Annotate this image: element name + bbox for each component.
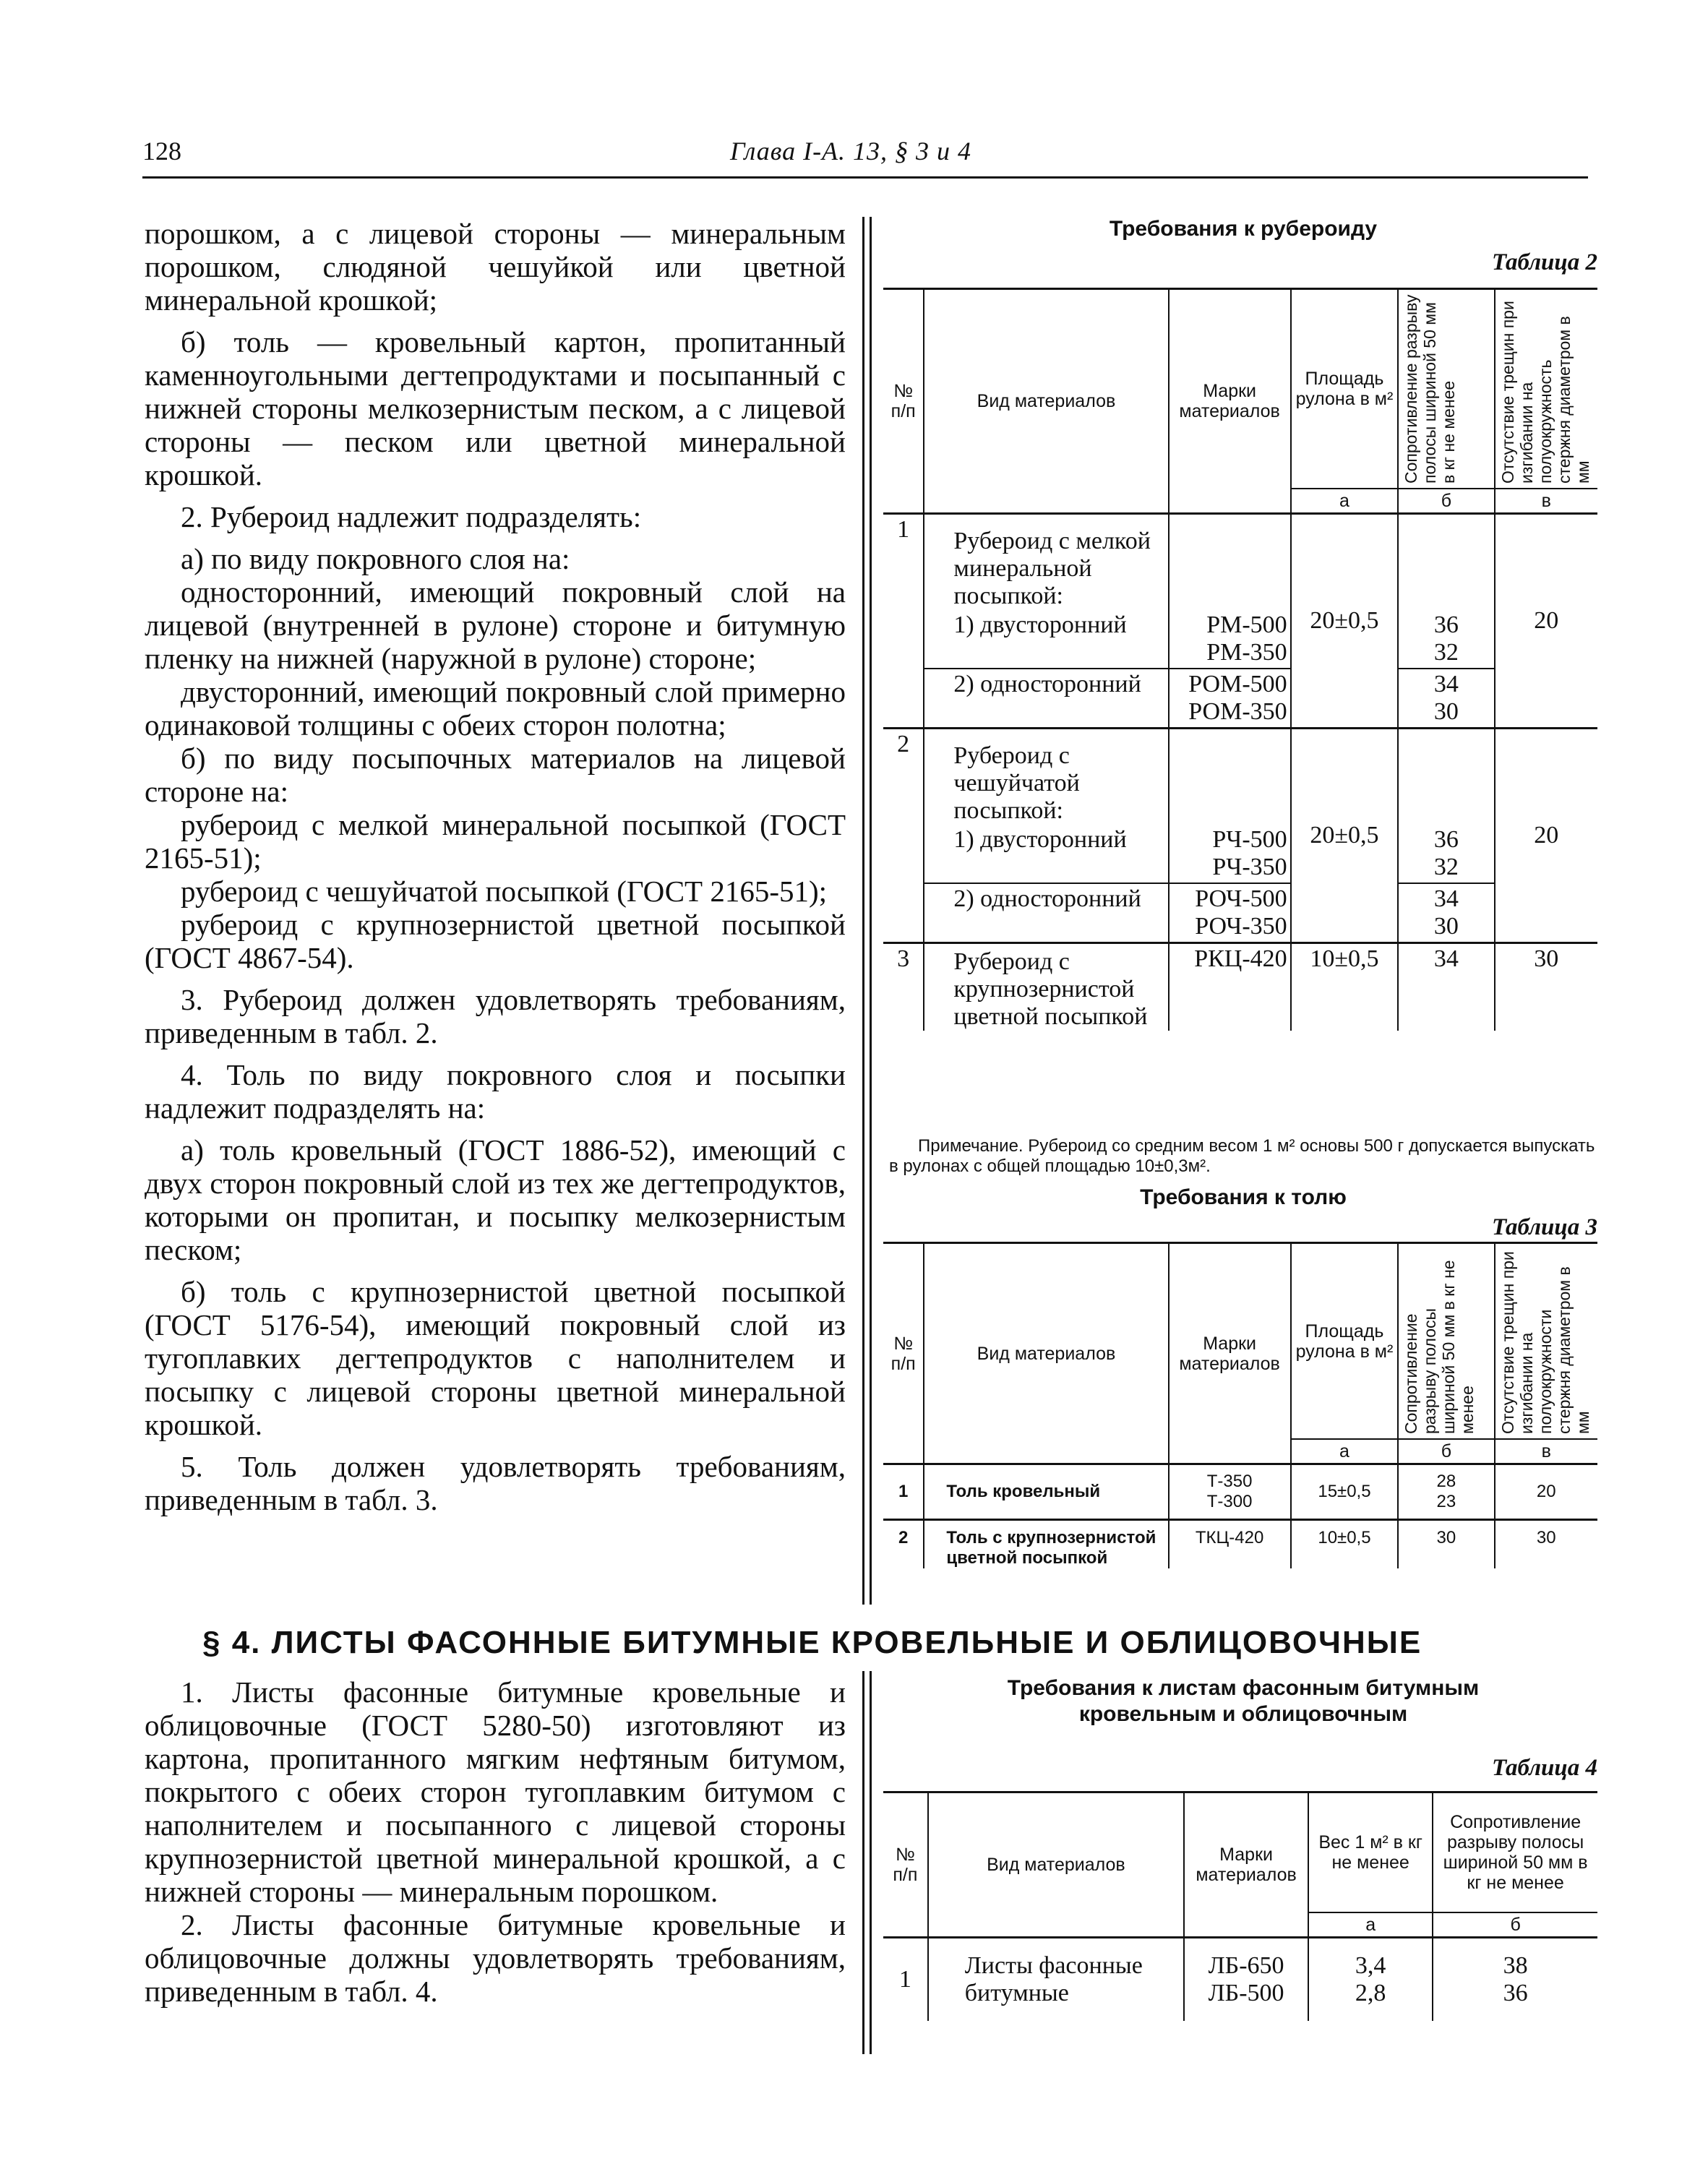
row-sub2: 2) односторонний [924,669,1168,729]
row-sub1-tensile [1398,610,1494,669]
mark: ЛБ-500 [1208,1980,1284,2006]
table-row [883,1520,1597,1569]
table-row [883,883,1597,943]
mark: РЧ-500 [1212,826,1287,853]
table3-caption: Требования к толю [1140,1185,1347,1209]
table3-number: Таблица 3 [1491,1214,1597,1240]
paragraph: 1. Листы фасонные битумные кровельные и облицовочные (ГОСТ 5280-50) изготовляют из картона, пропитанного мягким нефтяным битумом, покрытого с обеих сторон тугоплавким битумом с наполнителем и посыпанного с лицевой стороны крупнозернистой цветной минеральной крошкой, а с нижней стороны — минеральным порошком. [145,1675,846,1908]
paragraph: б) толь — кровельный картон, пропитанный каменноугольными дегтепродуктами и посыпанный с нижней стороны мелкозернистым песком, а с лицевой стороны — песком или цветной минеральной крошкой. [145,325,846,491]
row-num: 1 [883,1464,924,1520]
col-tensile: Сопротивление разрыву полосы шириной 50 мм в кг не менее [1433,1792,1597,1913]
table-row [883,729,1597,825]
row-kind: Толь кровельный [924,1464,1168,1520]
table3 [883,1242,1597,1568]
column-divider [870,1671,872,2054]
row-area: 10±0,5 [1291,1520,1399,1569]
col-marks: Марки материалов [1184,1792,1308,1938]
sub-a: а [1291,1439,1399,1464]
mark: РМ-500 [1206,611,1287,638]
value: 34 [1433,671,1459,697]
sub-a: а [1308,1912,1433,1938]
row-group: Рубероид с мелкой минеральной посыпкой: [924,514,1168,611]
row-crack: 30 [1495,1520,1598,1569]
col-kind: Вид материалов [924,289,1168,514]
running-title: Глава I-А. 13, § 3 и 4 [730,137,972,166]
paragraph: а) толь кровельный (ГОСТ 1886-52), имеющий с двух сторон покровный слой из тех же дегтепродуктов, которыми он пропитан, и посыпку мелкозернистым песком; [145,1133,846,1266]
section4-text [145,1675,846,2017]
col-kind: Вид материалов [928,1792,1184,1938]
col-num: № п/п [883,289,924,514]
col-tensile [1398,1243,1494,1440]
row-crack: 20 [1495,1464,1598,1520]
value: 2,8 [1355,1980,1386,2006]
col-crack [1495,1243,1598,1440]
left-column-text [145,217,846,1525]
row-sub1-marks [1169,825,1291,883]
value: 28 [1436,1472,1456,1491]
row-sub1: 1) двусторонний [924,610,1168,669]
row-group: Рубероид с крупнозернистой цветной посыпкой [924,943,1168,1031]
table2-note: Примечание. Рубероид со средним весом 1 м² основы 500 г допускается выпускать в рулонах с общей площадью 10±0,3м². [889,1136,1595,1176]
col-crack [1495,289,1598,489]
value: 36 [1503,1980,1528,2006]
value: 36 [1433,826,1459,853]
table4 [883,1791,1597,2021]
row-sub1-tensile [1398,825,1494,883]
table-row [883,610,1597,669]
mark: РОМ-350 [1188,698,1287,725]
table-row [883,669,1597,729]
value: 30 [1433,913,1459,940]
column-divider [862,1671,864,2054]
value: 38 [1503,1952,1528,1979]
col-area: Площадь рулона в м² [1291,1243,1399,1440]
row-tensile: 34 [1398,943,1494,1031]
table2 [883,288,1597,1031]
table-row [883,825,1597,883]
value: 32 [1433,639,1459,666]
col-crack-text: Отсутствие трещин при изгибании на полуокружности стержня диаметром в мм [1498,1250,1592,1434]
row-weight [1308,1938,1433,2022]
row-area: 20±0,5 [1291,514,1399,729]
value: 30 [1433,698,1459,725]
paragraph: 3. Рубероид должен удовлетворять требованиям, приведенным в табл. 2. [145,983,846,1049]
row-marks: ТКЦ-420 [1169,1520,1291,1569]
table4-number: Таблица 4 [1491,1755,1597,1781]
row-tensile [1398,1464,1494,1520]
row-kind: Толь с крупнозернистой цветной посыпкой [924,1520,1168,1569]
paragraph: б) по виду посыпочных материалов на лицевой стороне на: [145,742,846,808]
sub-b: б [1433,1912,1597,1938]
row-sub1: 1) двусторонний [924,825,1168,883]
col-area: Площадь рулона в м² [1291,289,1399,489]
mark: РОЧ-350 [1195,913,1287,940]
value: 34 [1433,885,1459,912]
paragraph: 2. Рубероид надлежит подразделять: [181,500,642,533]
paragraph: рубероид с крупнозернистой цветной посыпкой (ГОСТ 4867-54). [145,908,846,974]
mark: Т-300 [1206,1492,1253,1511]
paragraph: односторонний, имеющий покровный слой на лицевой (внутренней в рулоне) стороне и битумную пленку на нижней (наружной в рулоне) стороне; [145,575,846,675]
sub-a: а [1291,489,1399,514]
col-marks: Марки материалов [1169,1243,1291,1464]
table-row [883,943,1597,1031]
row-num: 2 [883,1520,924,1569]
value: 32 [1433,854,1459,880]
mark: РМ-350 [1206,639,1287,666]
row-marks [1184,1938,1308,2022]
mark: РОМ-500 [1188,671,1287,697]
table-row [883,514,1597,611]
paragraph: рубероид с мелкой минеральной посыпкой (ГОСТ 2165-51); [145,808,846,875]
row-tensile [1433,1938,1597,2022]
row-num: 1 [883,514,924,729]
row-area: 10±0,5 [1291,943,1399,1031]
sub-b: б [1398,489,1494,514]
section-heading: § 4. ЛИСТЫ ФАСОННЫЕ БИТУМНЫЕ КРОВЕЛЬНЫЕ И ОБЛИЦОВОЧНЫЕ [202,1625,1422,1660]
header-rule [142,176,1588,179]
row-num: 3 [883,943,924,1031]
table4-caption: Требования к листам фасонным битумным кровельным и облицовочным [1007,1676,1480,1726]
paragraph: 2. Листы фасонные битумные кровельные и облицовочные должны удовлетворять требованиям, приведенным в табл. 4. [145,1908,846,2008]
value: 23 [1436,1492,1456,1511]
table2-caption: Требования к рубероиду [1109,217,1378,241]
row-marks: РКЦ-420 [1169,943,1291,1031]
row-crack: 20 [1495,514,1598,729]
col-tensile [1398,289,1494,489]
mark: РЧ-350 [1212,854,1287,880]
row-num: 1 [883,1938,928,2022]
mark: РОЧ-500 [1195,885,1287,912]
paragraph: 4. Толь по виду покровного слоя и посыпки надлежит подразделять на: [145,1058,846,1125]
table-row [883,1938,1597,2022]
paragraph: двусторонний, имеющий покровный слой примерно одинаковой толщины с обеих сторон полотна; [145,675,846,742]
column-divider [862,217,864,1605]
sub-v: в [1495,489,1598,514]
row-area: 15±0,5 [1291,1464,1399,1520]
page-number: 128 [142,137,181,166]
row-sub2-tensile [1398,883,1494,943]
col-crack-text: Отсутствие трещин при изгибании на полуокружность стержня диаметром в мм [1498,301,1592,484]
value: 36 [1433,611,1459,638]
paragraph: порошком, а с лицевой стороны — минеральным порошком, слюдяной чешуйкой или цветной минеральной крошкой; [145,217,846,317]
column-divider [870,217,872,1605]
row-marks [1169,1464,1291,1520]
sub-v: в [1495,1439,1598,1464]
table2-number: Таблица 2 [1491,249,1597,275]
mark: ЛБ-650 [1208,1952,1284,1979]
row-crack: 20 [1495,729,1598,943]
row-num: 2 [883,729,924,943]
value: 3,4 [1355,1952,1386,1979]
paragraph: а) по виду покровного слоя на: [181,542,570,575]
row-tensile: 30 [1398,1520,1494,1569]
paragraph: б) толь с крупнозернистой цветной посыпкой (ГОСТ 5176-54), имеющий покровный слой из тугоплавких дегтепродуктов с наполнителем и посыпку с лицевой стороны цветной минеральной крошкой. [145,1275,846,1441]
row-kind: Листы фасонные битумные [928,1938,1184,2022]
col-kind: Вид материалов [924,1243,1168,1464]
row-sub2-marks [1169,669,1291,729]
paragraph: 5. Толь должен удовлетворять требованиям, приведенным в табл. 3. [145,1450,846,1516]
col-weight: Вес 1 м² в кг не менее [1308,1792,1433,1913]
row-area: 20±0,5 [1291,729,1399,943]
paragraph: рубероид с чешуйчатой посыпкой (ГОСТ 2165-51); [181,875,828,908]
col-num: № п/п [883,1792,928,1938]
row-sub2: 2) односторонний [924,883,1168,943]
row-group: Рубероид с чешуйчатой посыпкой: [924,729,1168,825]
col-marks: Марки материалов [1169,289,1291,514]
mark: Т-350 [1206,1472,1253,1491]
table-row [883,1464,1597,1520]
row-sub2-tensile [1398,669,1494,729]
sub-b: б [1398,1439,1494,1464]
row-sub1-marks [1169,610,1291,669]
col-num: № п/п [883,1243,924,1464]
col-tensile-text: Сопротивление разрыву полосы шириной 50 мм в кг не менее [1402,294,1459,484]
row-crack: 30 [1495,943,1598,1031]
row-sub2-marks [1169,883,1291,943]
col-tensile-text: Сопротивление разрыву полосы шириной 50 мм в кг не менее [1402,1259,1477,1434]
